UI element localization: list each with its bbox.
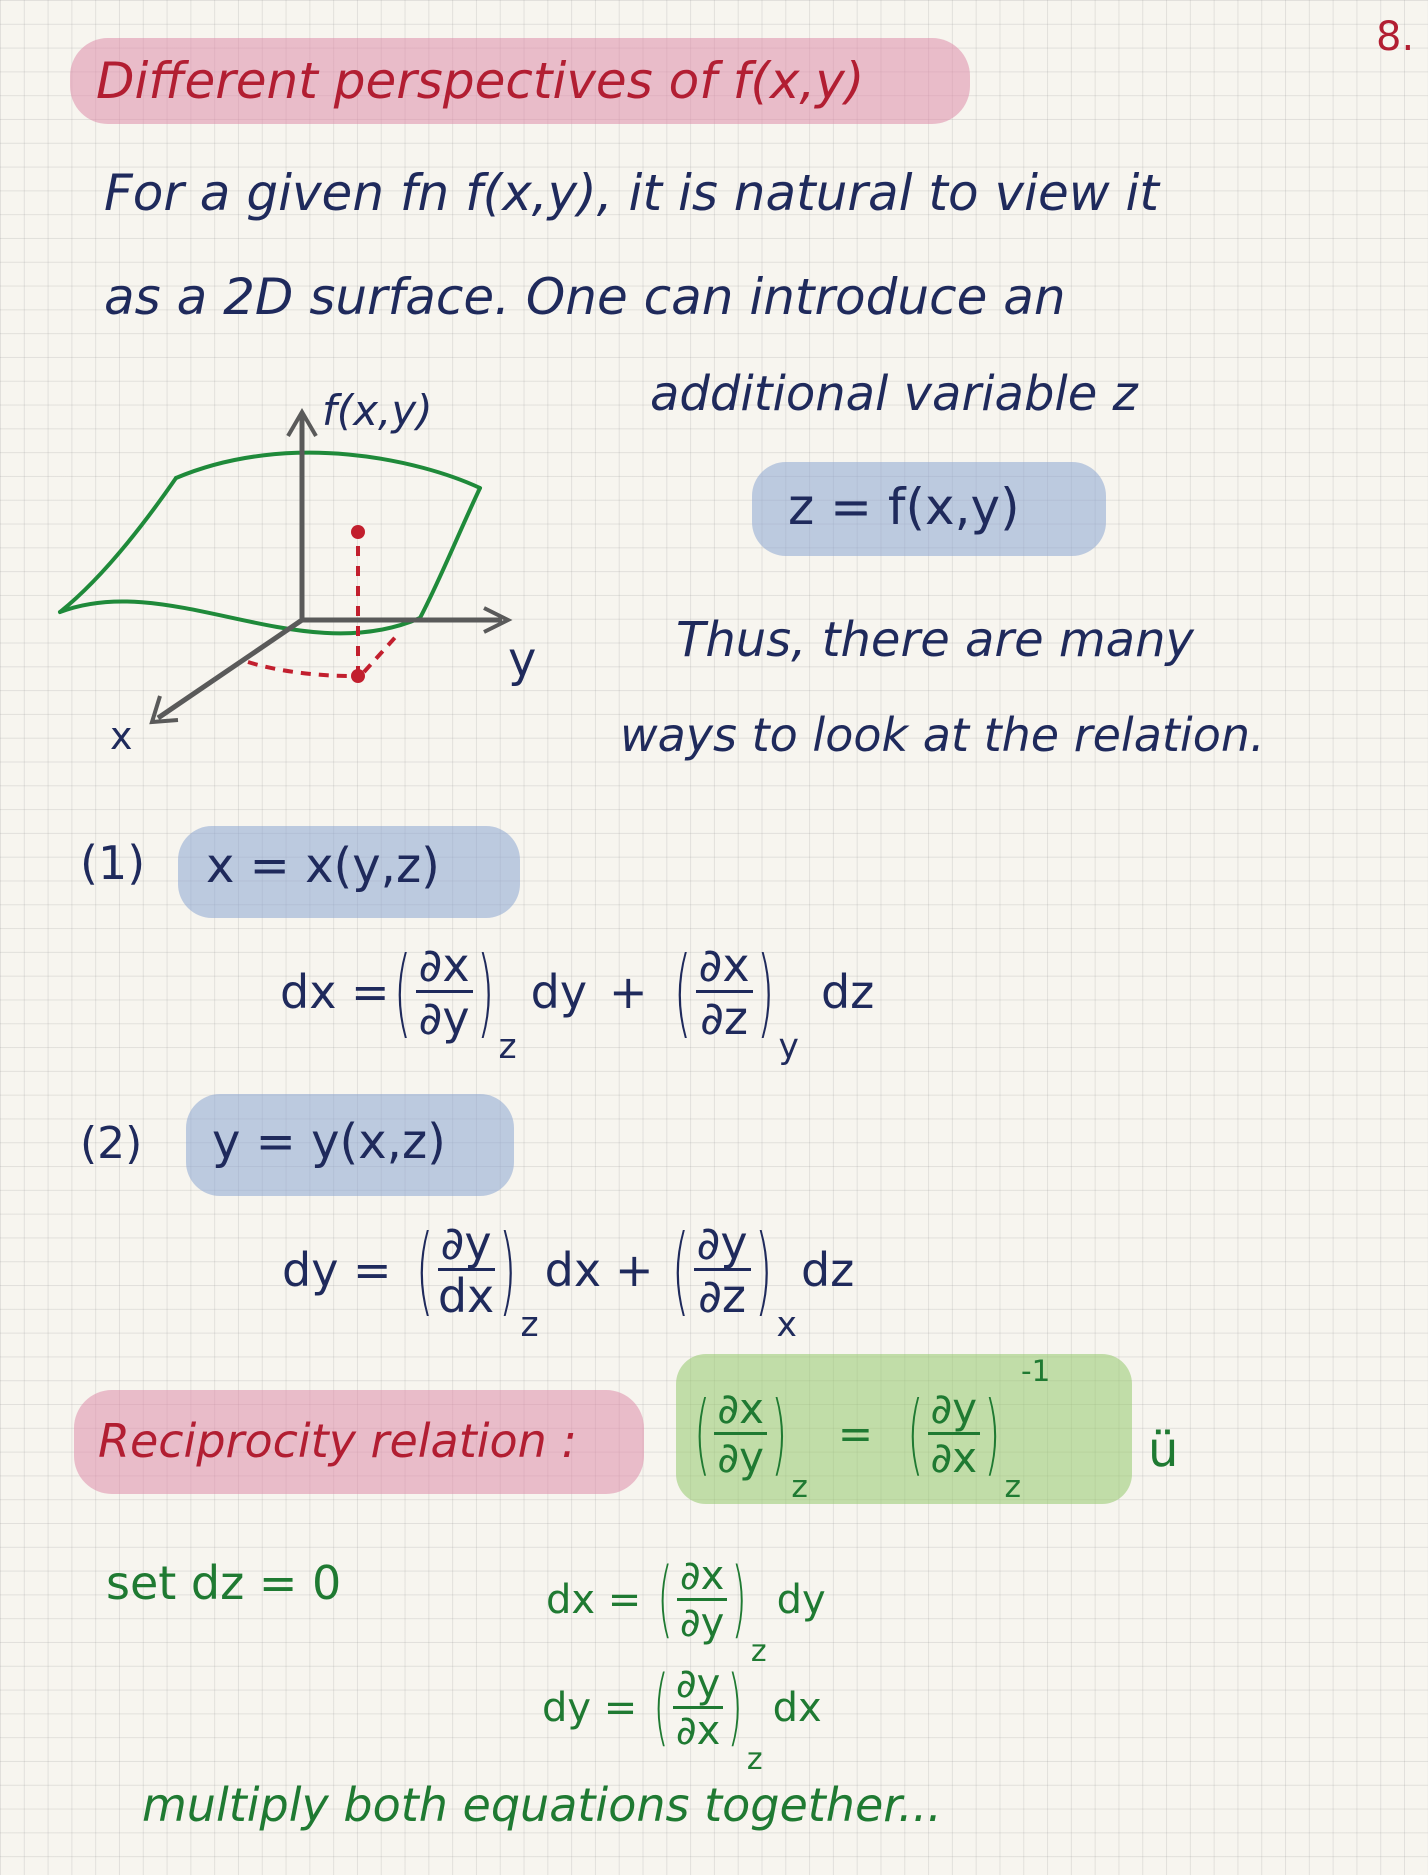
case1-term1-fraction: $\frac{\partial x}{\partial y}$ [416,942,473,1041]
page-title: Different perspectives of f(x,y) [96,52,865,110]
surface-front-edge [60,601,420,633]
case1-differential: dx = ( $\frac{\partial x}{\partial y}$ ) z dy + ( $\frac{\partial x}{\partial z}$ ) y dz [280,934,875,1067]
surface-point [351,525,365,539]
case2-term1-fraction: $\frac{\partial y}{dx}$ [437,1216,495,1323]
case2-term2-sub: x [776,1305,797,1345]
case1-lhs: dx = [280,964,390,1019]
reciprocity-formula: ( $\frac{\partial x}{\partial y}$ ) z = ( $\frac{\partial y}{\partial x}$ ) z -1 [694,1354,1051,1505]
smiley-doodle: ü [1148,1422,1179,1478]
projection-line-right [364,632,400,672]
intro-line-2: as a 2D surface. One can introduce an [104,268,1066,326]
case2-term1-sub: z [520,1305,539,1345]
z-axis-label: f(x,y) [322,386,433,435]
derivation-conclusion: multiply both equations together... [142,1778,942,1832]
surface-sketch [40,380,660,760]
surface-left-edge [60,478,176,612]
case1-term2-sub: y [778,1027,799,1067]
derivation-eq1: dx = ( $\frac{\partial x}{\partial y}$ ) z dy [546,1551,826,1669]
reciprocity-left-fraction: $\frac{\partial x}{\partial y}$ [714,1388,767,1479]
y-axis-label: y [508,632,537,688]
intro-line-3: additional variable z [650,366,1138,422]
case2-differential: dy = ( $\frac{\partial y}{dx}$ ) z dx + ( $\frac{\partial y}{\partial z}$ ) x dz [282,1212,855,1345]
reciprocity-label: Reciprocity relation : [98,1414,577,1468]
x-axis [158,620,302,718]
case2-function: y = y(x,z) [212,1114,446,1170]
reciprocity-exponent: -1 [1021,1354,1051,1388]
case2-label: (2) [80,1118,143,1169]
surface-back-edge [176,453,480,488]
remark-line-1: Thus, there are many [676,612,1194,668]
case2-lhs: dy = [282,1242,392,1297]
projection-line-left [248,662,352,676]
x-axis-label: x [110,714,133,758]
reciprocity-right-fraction: $\frac{\partial y}{\partial x}$ [928,1388,981,1479]
derivation-setup: set dz = 0 [106,1556,342,1610]
case1-term1-sub: z [498,1027,517,1067]
page-number: 8. [1376,14,1415,60]
remark-line-2: ways to look at the relation. [620,708,1265,762]
case2-term2-fraction: $\frac{\partial y}{\partial z}$ [694,1220,751,1319]
definition-equation: z = f(x,y) [788,478,1020,536]
case1-function: x = x(y,z) [206,838,440,894]
surface-right-edge [420,488,480,618]
case1-term2-fraction: $\frac{\partial x}{\partial z}$ [696,942,753,1041]
derivation-eq2: dy = ( $\frac{\partial y}{\partial x}$ ) z dx [542,1659,822,1777]
ground-point [351,669,365,683]
case1-label: (1) [80,836,146,890]
intro-line-1: For a given fn f(x,y), it is natural to view it [104,164,1160,222]
